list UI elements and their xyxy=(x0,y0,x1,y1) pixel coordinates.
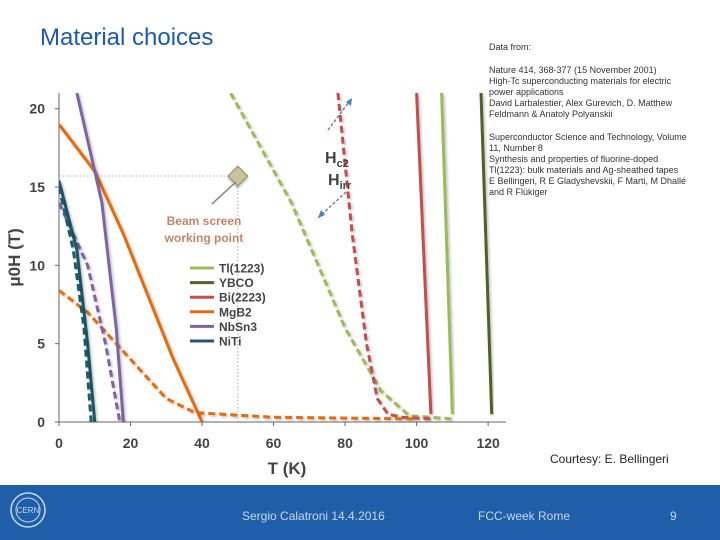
x-tick-label: 120 xyxy=(476,435,500,451)
y-axis-label: μ0H (T) xyxy=(5,228,24,287)
x-tick-label: 80 xyxy=(337,435,353,451)
reference-block xyxy=(489,132,715,198)
hirr-label: $H_{irr}$ xyxy=(328,172,352,192)
x-tick-label: 0 xyxy=(55,435,63,451)
hc2-curve-ybco xyxy=(481,93,492,414)
y-tick-label: 10 xyxy=(29,257,45,274)
legend-label: Bi(2223) xyxy=(219,290,266,305)
reference-line: E Bellingeri, R E Gladyshevskii, F Marti, M Dhallé xyxy=(489,176,687,186)
references xyxy=(489,42,715,210)
x-tick-label: 60 xyxy=(265,435,282,451)
courtesy-note: Courtesy: E. Bellingeri xyxy=(550,452,669,466)
legend-label: NiTi xyxy=(219,334,242,349)
reference-line: Superconductor Science and Technology, Volume xyxy=(489,132,687,142)
reference-line: Synthesis and properties of fluorine-doped xyxy=(489,154,659,164)
footer-bar xyxy=(0,485,720,540)
reference-line: power applications xyxy=(489,87,564,97)
y-tick-label: 20 xyxy=(29,100,45,117)
cern-logo xyxy=(8,490,48,530)
footer-author-date: Sergio Calatroni 14.4.2016 xyxy=(242,509,385,523)
x-axis-label: T (K) xyxy=(267,459,307,478)
working-point-label: Beam screen working point xyxy=(164,214,244,246)
hirr-curve-bi-2223 xyxy=(338,93,431,419)
legend-label: Tl(1223) xyxy=(219,261,265,276)
reference-line: Feldmann & Anatoly Polyanskii xyxy=(489,109,613,119)
hirr-curve-niti xyxy=(59,187,91,422)
hirr-arrowhead xyxy=(318,210,325,218)
working-point-arrow xyxy=(212,182,236,204)
reference-line: Tl(1223): bulk materials and Ag-sheathed tapes xyxy=(489,165,679,175)
footer-event: FCC-week Rome xyxy=(478,509,571,523)
y-tick-label: 0 xyxy=(37,414,45,430)
slide-title: Material choices xyxy=(40,24,214,51)
reference-line: and R Flükiger xyxy=(489,187,548,197)
page-number: 9 xyxy=(670,509,677,523)
reference-block xyxy=(489,65,715,120)
reference-block xyxy=(489,42,715,53)
reference-line: High-Tc superconducting materials for electric xyxy=(489,76,672,86)
x-tick-label: 20 xyxy=(122,435,139,451)
svg-text:CERN: CERN xyxy=(16,506,40,515)
y-tick-label: 15 xyxy=(29,179,45,195)
reference-line: Nature 414, 368-377 (15 November 2001) xyxy=(489,65,657,75)
x-tick-label: 40 xyxy=(194,435,210,451)
phase-diagram-chart xyxy=(0,85,520,485)
hc2-label: $H_{c2}$ xyxy=(325,150,349,170)
reference-line: 11, Number 8 xyxy=(489,143,543,153)
reference-line: Data from: xyxy=(489,42,532,52)
legend-label: MgB2 xyxy=(219,305,252,320)
x-tick-label: 100 xyxy=(404,435,429,451)
hc2-curve-tl-1223 xyxy=(442,93,453,414)
legend-label: NbSn3 xyxy=(219,319,258,334)
y-tick-label: 5 xyxy=(37,335,45,352)
legend-label: YBCO xyxy=(219,276,254,291)
reference-line: David Larbalestier, Alex Gurevich, D. Matthew xyxy=(489,98,673,108)
hc2-curve-bi-2223 xyxy=(417,93,431,414)
working-point-marker xyxy=(228,166,248,186)
